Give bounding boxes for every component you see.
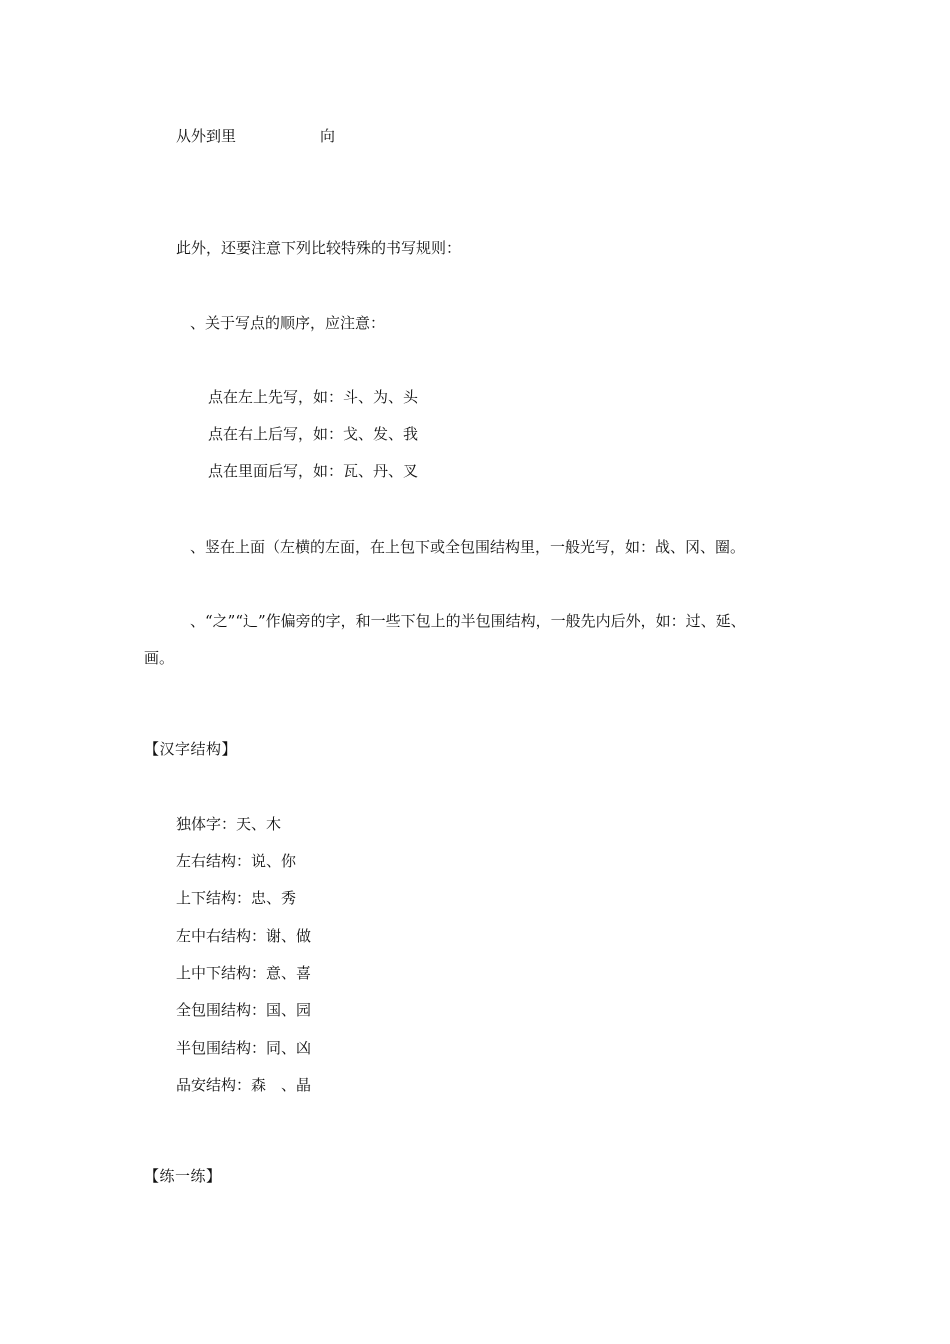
practice-heading: 【练一练】 xyxy=(144,1167,222,1185)
rule-vertical-stroke: 、竖在上面（左横的左面，在上包下或全包围结构里，一般光写，如：战、冈、圈。 xyxy=(190,538,746,556)
rule-dot-item: 点在里面后写，如：瓦、丹、叉 xyxy=(208,462,419,480)
rule-dot-title: 、关于写点的顺序，应注意： xyxy=(190,314,386,332)
special-rules-intro: 此外，还要注意下列比较特殊的书写规则： xyxy=(176,239,462,257)
structure-item: 上下结构：忠、秀 xyxy=(176,889,297,907)
order-rule-label: 从外到里 xyxy=(176,127,237,145)
structure-item: 独体字：天、木 xyxy=(176,815,282,833)
structure-heading: 【汉字结构】 xyxy=(144,740,238,758)
order-rule-example: 向 xyxy=(320,127,336,145)
structure-item: 半包围结构：同、凶 xyxy=(176,1039,312,1057)
rule-dot-item: 点在左上先写，如：斗、为、头 xyxy=(208,388,419,406)
structure-item: 品安结构：森 、晶 xyxy=(176,1076,312,1094)
rule-dot-item: 点在右上后写，如：戈、发、我 xyxy=(208,425,419,443)
structure-item: 全包围结构：国、园 xyxy=(176,1001,312,1019)
structure-item: 左中右结构：谢、做 xyxy=(176,927,312,945)
structure-item: 上中下结构：意、喜 xyxy=(176,964,312,982)
rule-zhi-radical-line1: 、“之”“辶”作偏旁的字，和一些下包上的半包围结构，一般先内后外，如：过、延、 xyxy=(190,612,746,630)
rule-zhi-radical-line2: 画。 xyxy=(144,649,175,667)
structure-item: 左右结构：说、你 xyxy=(176,852,297,870)
